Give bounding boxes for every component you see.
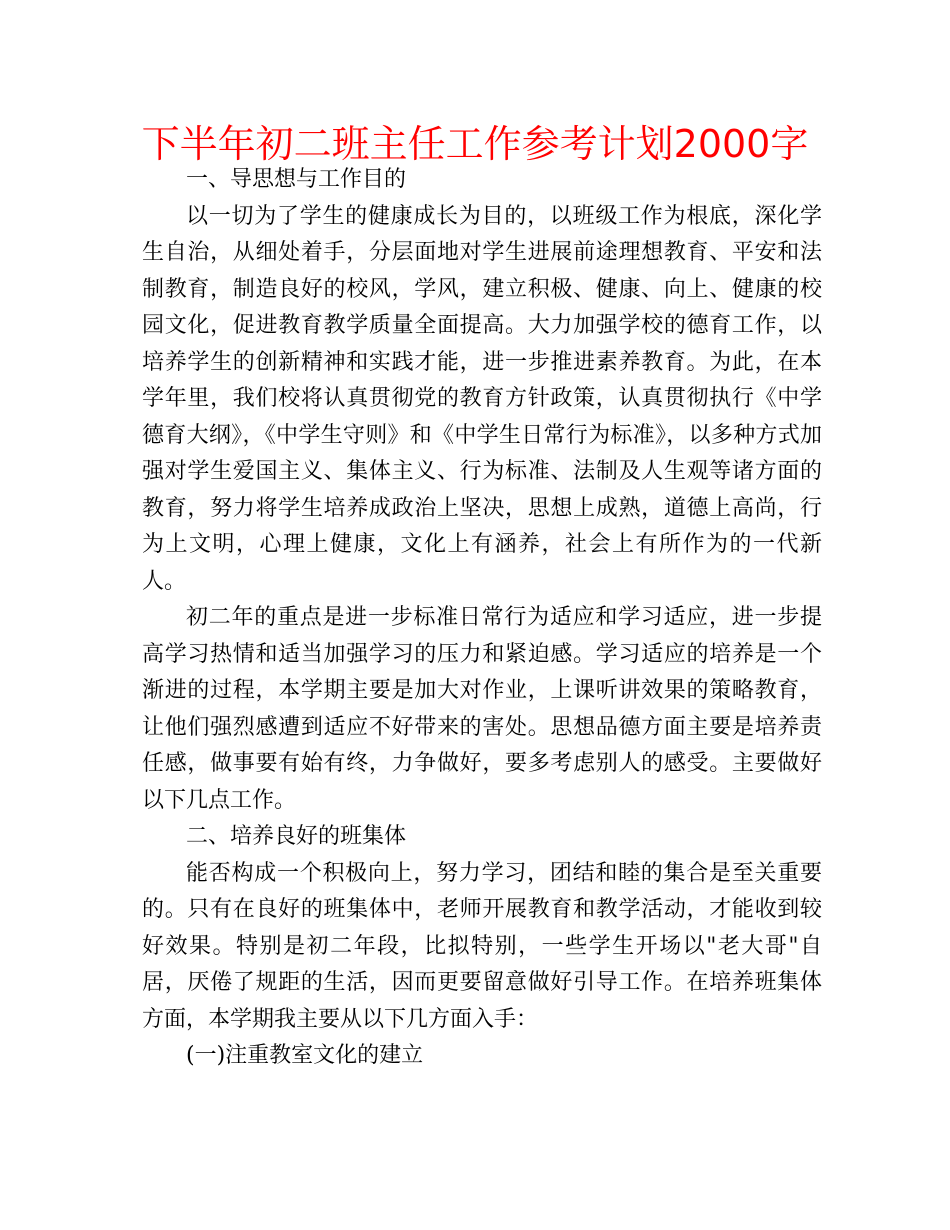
paragraph-class-collective: 能否构成一个积极向上，努力学习，团结和睦的集合是至关重要的。只有在良好的班集体中，老师开展教育和教学活动，才能收到较好效果。特别是初二年段，比拟特别，一些学生开场以"老大哥"自居，厌倦了规距的生活，因而更要留意做好引导工作。在培养班集体方面，本学期我主要从以下几方面入手： [142, 860, 822, 1032]
subheading-classroom-culture: (一)注重教室文化的建立 [186, 1043, 424, 1068]
section-heading-class-collective: 二、培养良好的班集体 [186, 824, 407, 849]
document-body [142, 162, 822, 1075]
section-heading-guiding-ideology: 一、导思想与工作目的 [186, 167, 407, 192]
document-title: 下半年初二班主任工作参考计划2000字 [141, 122, 809, 166]
paragraph-grade-two-focus: 初二年的重点是进一步标准日常行为适应和学习适应，进一步提高学习热情和适当加强学习的压力和紧迫感。学习适应的培养是一个渐进的过程，本学期主要是加大对作业，上课听讲效果的策略教育，让他们强烈感遭到适应不好带来的害处。思想品德方面主要是培养责任感，做事要有始有终，力争做好，要多考虑别人的感受。主要做好以下几点工作。 [142, 605, 822, 813]
paragraph-goals: 以一切为了学生的健康成长为目的，以班级工作为根底，深化学生自治，从细处着手，分层面地对学生进展前途理想教育、平安和法制教育，制造良好的校风，学风，建立积极、健康、向上、健康的校园文化，促进教育教学质量全面提高。大力加强学校的德育工作，以培养学生的创新精神和实践才能，进一步推进素养教育。为此，在本学年里，我们校将认真贯彻党的教育方针政策，认真贯彻执行《中学德育大纲》，《中学生守则》和《中学生日常行为标准》，以多种方式加强对学生爱国主义、集体主义、行为标准、法制及人生观等诸方面的教育，努力将学生培养成政治上坚决，思想上成熟，道德上高尚，行为上文明，心理上健康，文化上有涵养，社会上有所作为的一代新人。 [142, 203, 822, 594]
